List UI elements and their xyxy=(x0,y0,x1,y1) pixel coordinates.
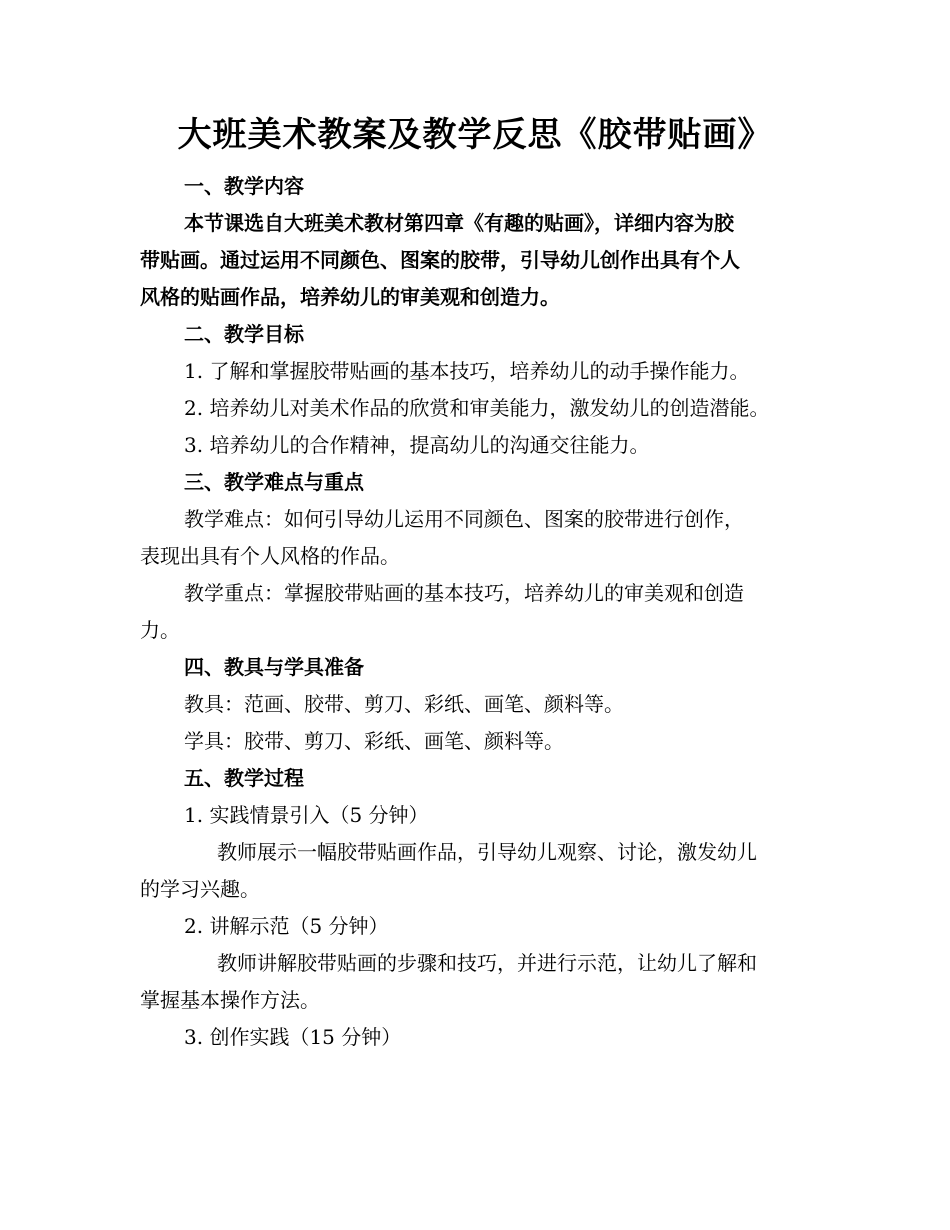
paragraph-line: 教学难点：如何引导幼儿运用不同颜色、图案的胶带进行创作， xyxy=(184,507,744,531)
paragraph-line: 掌握基本操作方法。 xyxy=(140,988,320,1012)
paragraph-line: 表现出具有个人风格的作品。 xyxy=(140,544,400,568)
paragraph-line: 学具：胶带、剪刀、彩纸、画笔、颜料等。 xyxy=(184,729,564,753)
paragraph-line: 教具：范画、胶带、剪刀、彩纸、画笔、颜料等。 xyxy=(184,692,624,716)
list-item: 2. 讲解示范（5 分钟） xyxy=(184,914,389,938)
list-item: 1. 了解和掌握胶带贴画的基本技巧，培养幼儿的动手操作能力。 xyxy=(184,359,750,383)
section-heading: 四、教具与学具准备 xyxy=(184,655,364,679)
list-item: 1. 实践情景引入（5 分钟） xyxy=(184,803,429,827)
section-heading: 一、教学内容 xyxy=(184,174,304,198)
paragraph-line: 风格的贴画作品，培养幼儿的审美观和创造力。 xyxy=(140,285,560,309)
list-item: 3. 创作实践（15 分钟） xyxy=(184,1025,402,1049)
section-heading: 五、教学过程 xyxy=(184,766,304,790)
paragraph-line: 力。 xyxy=(140,618,180,642)
paragraph-line: 教师讲解胶带贴画的步骤和技巧，并进行示范，让幼儿了解和 xyxy=(217,951,757,975)
paragraph-line: 教学重点：掌握胶带贴画的基本技巧，培养幼儿的审美观和创造 xyxy=(184,581,744,605)
section-heading: 三、教学难点与重点 xyxy=(184,470,364,494)
paragraph-line: 本节课选自大班美术教材第四章《有趣的贴画》，详细内容为胶 xyxy=(184,211,734,235)
document-body xyxy=(140,168,815,1056)
list-item: 3. 培养幼儿的合作精神，提高幼儿的沟通交往能力。 xyxy=(184,433,650,457)
document-title: 大班美术教案及教学反思《胶带贴画》 xyxy=(177,115,773,155)
section-heading: 二、教学目标 xyxy=(184,322,304,346)
paragraph-line: 的学习兴趣。 xyxy=(140,877,260,901)
paragraph-line: 带贴画。通过运用不同颜色、图案的胶带，引导幼儿创作出具有个人 xyxy=(140,248,740,272)
list-item: 2. 培养幼儿对美术作品的欣赏和审美能力，激发幼儿的创造潜能。 xyxy=(184,396,770,420)
paragraph-line: 教师展示一幅胶带贴画作品，引导幼儿观察、讨论，激发幼儿 xyxy=(217,840,757,864)
